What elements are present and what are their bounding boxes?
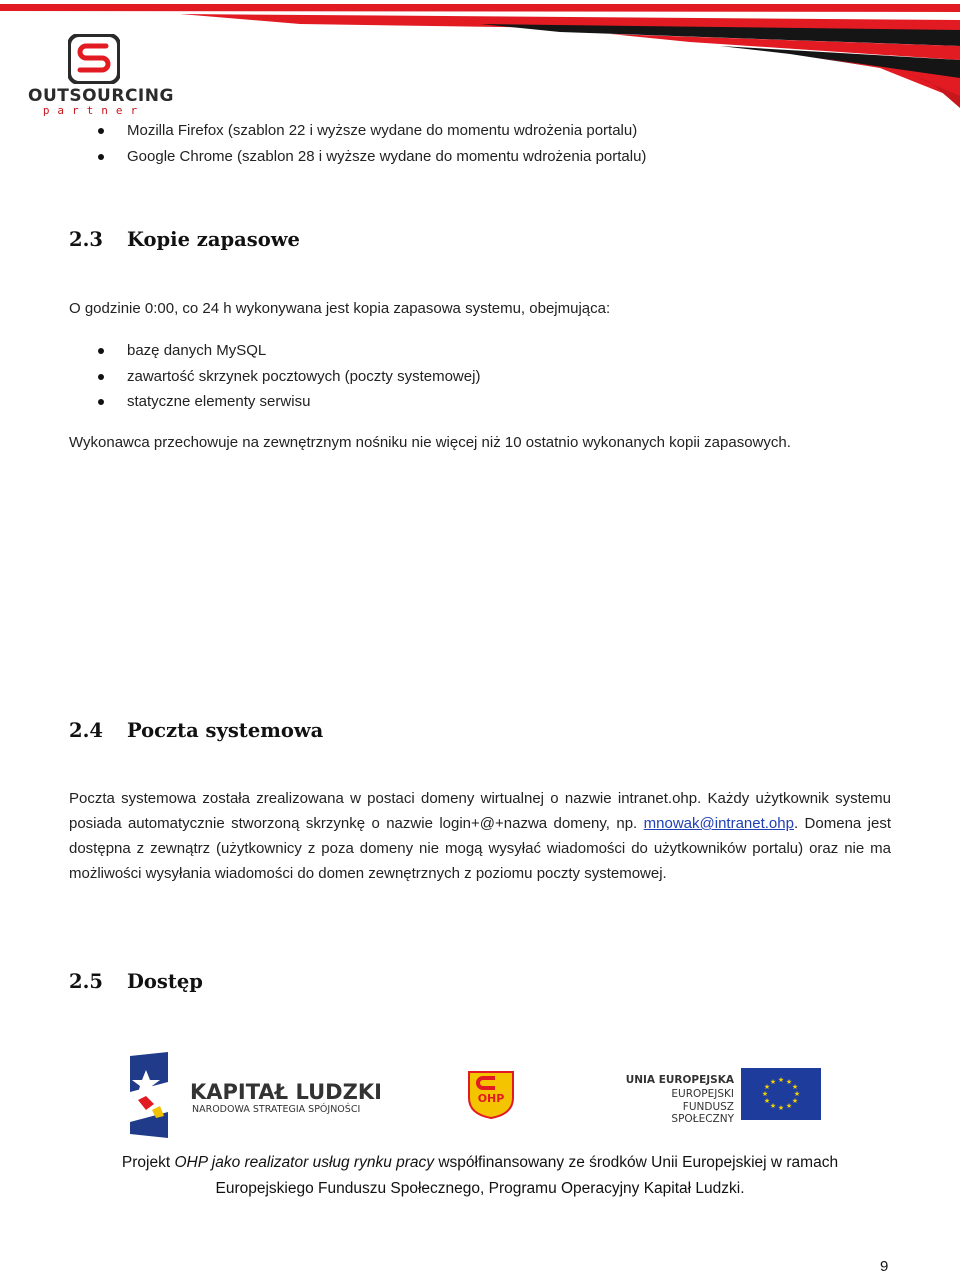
- section-heading-2-3: [69, 228, 300, 251]
- section-heading-2-5: [69, 970, 203, 993]
- backup-intro: O godzinie 0:00, co 24 h wykonywana jest kopia zapasowa systemu, obejmująca:: [69, 300, 611, 317]
- list-item: Google Chrome (szablon 28 i wyższe wydane do momentu wdrożenia portalu): [98, 144, 646, 170]
- svg-text:★: ★: [785, 1078, 793, 1086]
- svg-text:★: ★: [793, 1090, 801, 1098]
- section-number: 2.4: [69, 719, 103, 742]
- backup-items-list: [98, 338, 480, 415]
- list-item: zawartość skrzynek pocztowych (poczty systemowej): [98, 364, 480, 390]
- footer-logos: [0, 1048, 960, 1140]
- section-title: Kopie zapasowe: [127, 228, 300, 251]
- kapital-ludzki-subtitle: NARODOWA STRATEGIA SPÓJNOŚCI: [192, 1104, 361, 1115]
- eu-line-2: EUROPEJSKI: [671, 1088, 734, 1100]
- logo-mark-icon: [68, 34, 120, 84]
- backup-note: Wykonawca przechowuje na zewnętrznym nośniku nie więcej niż 10 ostatnio wykonanych kopii zapasowych.: [69, 434, 791, 451]
- svg-text:★: ★: [763, 1097, 771, 1105]
- mail-text-after: . Domena jest dostępna z zewnątrz (użytkownicy z poza domeny nie mogą wysyłać wiadomości do użytkowników portalu) oraz nie ma możliwości wysyłania wiadomości do domen zewnętrznych z poziomu poczty systemowej.: [69, 815, 892, 882]
- section-title: Dostęp: [127, 970, 203, 993]
- example-email-link[interactable]: mnowak@intranet.ohp: [643, 815, 794, 832]
- svg-text:★: ★: [791, 1083, 799, 1091]
- list-item: bazę danych MySQL: [98, 338, 480, 364]
- section-number: 2.3: [69, 228, 103, 251]
- svg-text:★: ★: [777, 1076, 785, 1084]
- svg-text:★: ★: [791, 1097, 799, 1105]
- eu-flag-icon: [741, 1068, 821, 1120]
- project-name: OHP jako realizator usług rynku pracy: [174, 1154, 435, 1171]
- outsourcing-partner-logo: [28, 34, 174, 118]
- list-item: Mozilla Firefox (szablon 22 i wyższe wydane do momentu wdrożenia portalu): [98, 118, 646, 144]
- logo-wordmark: OUTSOURCING: [28, 86, 174, 106]
- svg-text:★: ★: [763, 1083, 771, 1091]
- eu-line-3: FUNDUSZ SPOŁECZNY: [671, 1101, 734, 1125]
- mail-text-before: Poczta systemowa została zrealizowana w postaci domeny wirtualnej o nazwie intranet.ohp. Każdy użytkownik systemu posiada automatycznie stworzoną skrzynkę o nazwie login+@+nazwa domeny, np.: [69, 790, 891, 832]
- footer-line-1: Projekt OHP jako realizator usług rynku pracy współfinansowany ze środków Unii Europejskiej w ramach: [121, 1154, 839, 1171]
- ohp-label: OHP: [477, 1092, 505, 1105]
- svg-text:★: ★: [785, 1102, 793, 1110]
- svg-text:★: ★: [761, 1090, 769, 1098]
- page-number: 9: [880, 1258, 889, 1275]
- svg-text:★: ★: [769, 1078, 777, 1086]
- kapital-ludzki-title: KAPITAŁ LUDZKI: [190, 1080, 382, 1104]
- section-heading-2-4: [69, 719, 323, 742]
- browser-list: [98, 118, 646, 169]
- footer-project-text: [0, 1150, 960, 1202]
- footer-line-2: Europejskiego Funduszu Społecznego, Programu Operacyjny Kapitał Ludzki.: [215, 1180, 745, 1197]
- mail-description: [69, 786, 891, 886]
- svg-text:★: ★: [769, 1102, 777, 1110]
- section-number: 2.5: [69, 970, 103, 993]
- svg-text:★: ★: [777, 1104, 785, 1112]
- eu-line-1: UNIA EUROPEJSKA: [625, 1074, 734, 1086]
- list-item: statyczne elementy serwisu: [98, 389, 480, 415]
- section-title: Poczta systemowa: [127, 719, 324, 742]
- logo-subtitle: partner: [42, 104, 146, 117]
- kapital-ludzki-emblem-icon: [124, 1052, 174, 1138]
